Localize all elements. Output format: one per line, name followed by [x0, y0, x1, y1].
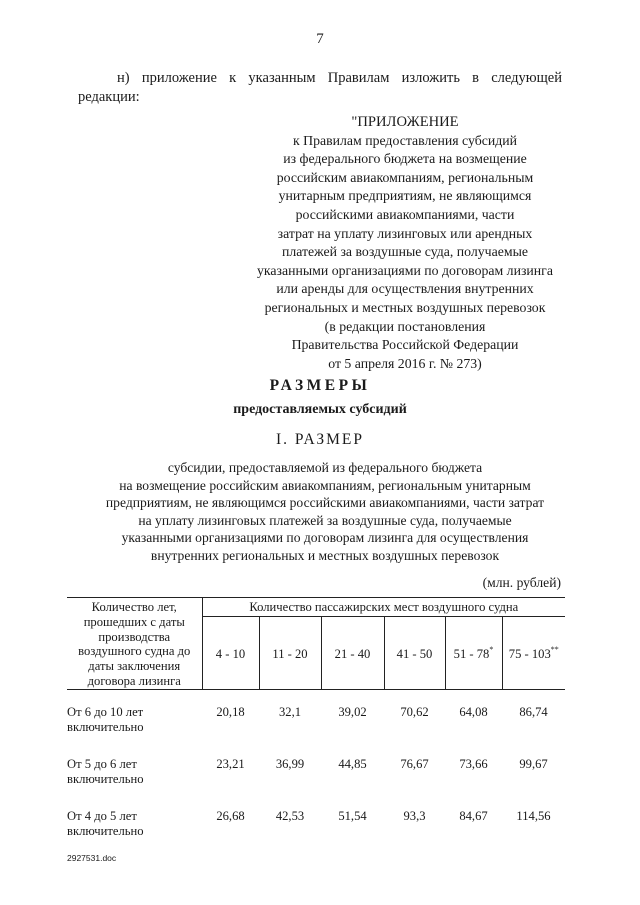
unit-label: (млн. рублей) [482, 575, 561, 590]
seats-column-header: 4 - 10 [202, 617, 259, 690]
section-line: предприятиям, не являющимся российскими авиакомпаниями, части затрат [105, 495, 545, 511]
row-label: От 6 до 10 лет включительно [67, 705, 144, 734]
appendix-line: или аренды для осуществления внутренних [276, 281, 534, 297]
seats-group-header: Количество пассажирских мест воздушного судна [202, 598, 565, 617]
document-filename: 2927531.doc [67, 853, 117, 863]
appendix-line: российскими авиакомпаниями, части [295, 206, 515, 222]
sizes-subheading: предоставляемых субсидий [233, 402, 407, 417]
footnote-mark: ** [550, 644, 559, 654]
section-line: указанными организациями по договорам лизинга для осуществления [121, 530, 529, 546]
section-heading: I. РАЗМЕР [276, 431, 364, 448]
row-label: От 5 до 6 лет включительно [67, 757, 144, 786]
appendix-line: затрат на уплату лизинговых или арендных [277, 225, 533, 241]
table-cell: 99,67 [519, 757, 548, 771]
table-cell: 36,99 [275, 757, 305, 771]
table-cell: 93,3 [403, 809, 426, 823]
table-cell: 114,56 [516, 809, 551, 823]
years-column-header: Количество лет, прошедших с даты производства воздушного судна до даты заключения договора лизинга [67, 598, 202, 690]
table-cell: 51,54 [338, 809, 367, 823]
appendix-line: к Правилам предоставления субсидий [292, 132, 518, 148]
table-row [67, 690, 565, 745]
table-cell: 86,74 [519, 705, 548, 719]
page-number: 7 [316, 31, 324, 47]
subsidy-table [67, 597, 565, 848]
appendix-line: (в редакции постановления [324, 318, 486, 334]
table-row [67, 796, 565, 848]
seats-column-header: 11 - 20 [259, 617, 321, 690]
intro-paragraph-continuation: редакции: [78, 89, 140, 105]
appendix-line: указанными организациями по договорам лизинга [257, 262, 553, 278]
seats-column-header: 41 - 50 [384, 617, 445, 690]
appendix-line: из федерального бюджета на возмещение [283, 151, 527, 167]
table-cell: 76,67 [400, 757, 429, 771]
table-cell: 26,68 [216, 809, 245, 823]
appendix-line: региональных и местных воздушных перевозок [264, 299, 546, 315]
table-header-row [67, 598, 565, 617]
section-line: внутренних региональных и местных воздушных перевозок [150, 547, 500, 563]
table-cell: 44,85 [338, 757, 367, 771]
appendix-line: от 5 апреля 2016 г. № 273) [328, 355, 482, 371]
section-description [90, 459, 560, 565]
appendix-line: унитарным предприятиям, не являющимся [278, 188, 532, 204]
seats-column-header: 21 - 40 [321, 617, 384, 690]
sizes-heading: РАЗМЕРЫ [269, 377, 371, 394]
table-cell: 39,02 [338, 705, 367, 719]
footnote-mark: * [489, 644, 494, 654]
appendix-heading-block [225, 113, 585, 373]
table-cell: 84,67 [459, 809, 488, 823]
table-row [67, 744, 565, 796]
seats-column-header: 51 - 78* [445, 617, 502, 690]
section-line: на уплату лизинговых платежей за воздушные суда, получаемые [138, 512, 512, 528]
appendix-line: платежей за воздушные суда, получаемые [281, 244, 528, 260]
table-cell: 23,21 [216, 757, 245, 771]
appendix-line: российским авиакомпаниям, региональным [276, 169, 534, 185]
seats-column-header: 75 - 103** [502, 617, 565, 690]
table-cell: 70,62 [400, 705, 429, 719]
appendix-line: Правительства Российской Федерации [291, 337, 519, 353]
appendix-title: "ПРИЛОЖЕНИЕ [351, 114, 459, 130]
table-cell: 73,66 [459, 757, 488, 771]
row-label: От 4 до 5 лет включительно [67, 809, 144, 838]
section-line: субсидии, предоставляемой из федерального бюджета [167, 460, 483, 475]
section-line: на возмещение российским авиакомпаниям, региональным унитарным [119, 477, 531, 493]
table-cell: 32,1 [278, 705, 302, 719]
intro-paragraph: н) приложение к указанным Правилам изложить в следующей [117, 70, 562, 86]
table-cell: 20,18 [216, 705, 245, 719]
table-cell: 42,53 [275, 809, 305, 823]
table-cell: 64,08 [459, 705, 488, 719]
